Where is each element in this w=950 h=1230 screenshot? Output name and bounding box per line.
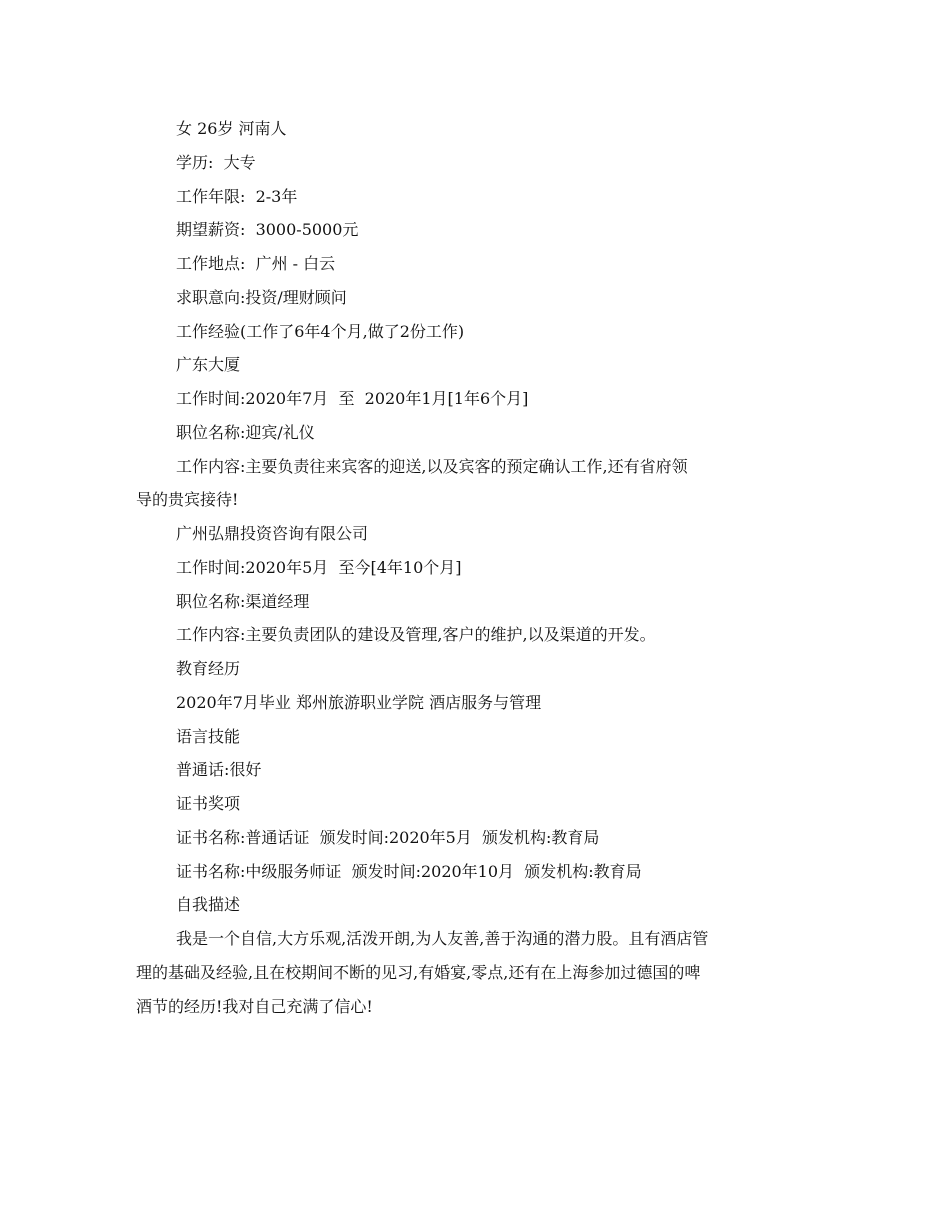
self-description-line-1: 我是一个自信,大方乐观,活泼开朗,为人友善,善于沟通的潜力股。且有酒店管 (176, 929, 709, 948)
work-years: 工作年限: 2-3年 (176, 186, 298, 206)
personal-info: 女 26岁 河南人 (176, 119, 287, 138)
job-intention: 求职意向:投资/理财顾问 (176, 287, 347, 307)
experience-heading: 工作经验(工作了6年4个月,做了2份工作) (176, 321, 465, 341)
job-1-period: 工作时间:2020年7月 至 2020年1月[1年6个月] (176, 389, 529, 408)
language-entry: 普通话:很好 (176, 760, 262, 780)
job-1-content (136, 450, 826, 518)
job-1-company: 广东大厦 (176, 355, 241, 375)
certificates-heading: 证书奖项 (176, 794, 241, 813)
self-description-line-3: 酒节的经历!我对自己充满了信心! (136, 996, 373, 1016)
self-description (136, 922, 826, 1023)
job-2-company: 广州弘鼎投资咨询有限公司 (176, 524, 369, 543)
education-heading: 教育经历 (176, 659, 241, 678)
job-2-period: 工作时间:2020年5月 至今[4年10个月] (176, 557, 462, 577)
education-level: 学历: 大专 (176, 152, 256, 172)
work-location: 工作地点: 广州 - 白云 (176, 254, 336, 273)
certificate-item: 证书名称:中级服务师证 颁发时间:2020年10月 颁发机构:教育局 (176, 861, 642, 881)
language-heading: 语言技能 (176, 726, 241, 746)
expected-salary: 期望薪资: 3000-5000元 (176, 220, 359, 240)
resume-body (136, 112, 826, 1023)
job-2-position: 职位名称:渠道经理 (176, 591, 310, 611)
education-entry: 2020年7月毕业 郑州旅游职业学院 酒店服务与管理 (176, 692, 542, 712)
job-1-content-line-1: 工作内容:主要负责往来宾客的迎送,以及宾客的预定确认工作,还有省府领 (176, 456, 688, 476)
job-1-position: 职位名称:迎宾/礼仪 (176, 422, 315, 442)
job-2-content: 工作内容:主要负责团队的建设及管理,客户的维护,以及渠道的开发。 (176, 625, 656, 645)
self-description-line-2: 理的基础及经验,且在校期间不断的见习,有婚宴,零点,还有在上海参加过德国的啤 (136, 962, 701, 982)
self-description-heading: 自我描述 (176, 895, 241, 915)
certificate-item: 证书名称:普通话证 颁发时间:2020年5月 颁发机构:教育局 (176, 827, 600, 847)
job-1-content-line-2: 导的贵宾接待! (136, 490, 239, 510)
